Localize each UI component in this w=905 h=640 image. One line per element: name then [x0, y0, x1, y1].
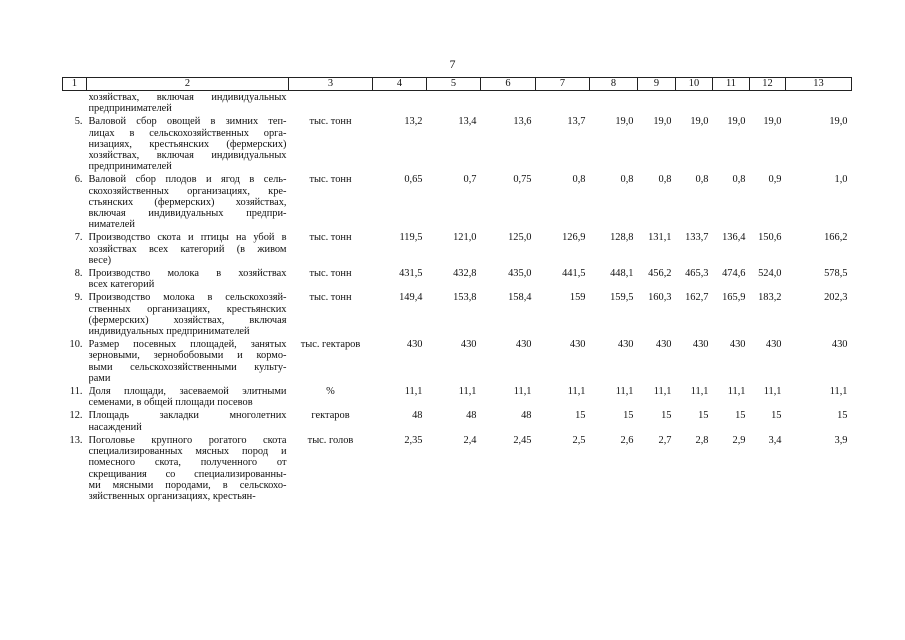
value-cell: 149,4 — [399, 292, 423, 304]
value-cell: 456,2 — [648, 268, 672, 280]
value-cell: 2,6 — [620, 434, 634, 446]
table-row — [63, 291, 852, 338]
unit-cell: тыс. тонн — [309, 268, 352, 280]
value-cell: 2,45 — [513, 434, 532, 446]
column-header-10: 10 — [676, 78, 713, 91]
value-cell: 474,6 — [722, 268, 746, 280]
value-cell: 160,3 — [648, 292, 672, 304]
unit-cell: тыс. тонн — [309, 116, 352, 128]
indicator-name-line: хозяйствах всех категорий (в живом — [88, 243, 287, 255]
value-cell: 431,5 — [399, 268, 423, 280]
column-header-13: 13 — [786, 78, 852, 91]
value-cell — [373, 91, 427, 116]
value-cell: 0,7 — [463, 174, 477, 186]
row-number: 11. — [69, 386, 83, 398]
table-row — [63, 231, 852, 267]
value-cell: 133,7 — [685, 232, 709, 244]
value-cell: 158,4 — [508, 292, 532, 304]
column-header-7: 7 — [536, 78, 590, 91]
indicator-name-line: включая индивидуальных предпри- — [88, 208, 287, 220]
value-cell: 159 — [569, 292, 586, 304]
column-header-4: 4 — [373, 78, 427, 91]
value-cell: 0,9 — [768, 174, 782, 186]
unit-cell: тыс. тонн — [309, 174, 352, 186]
indicator-name-line: Размер посевных площадей, занятых — [88, 339, 287, 351]
table-row — [63, 115, 852, 173]
value-cell — [590, 91, 638, 116]
indicator-name-line: специализированных мясных пород и — [88, 446, 287, 458]
table-body — [63, 91, 852, 504]
value-cell: 2,7 — [658, 434, 672, 446]
unit-cell: гектаров — [311, 410, 350, 422]
value-cell — [786, 91, 852, 116]
row-number — [63, 91, 87, 116]
value-cell — [750, 91, 786, 116]
value-cell: 430 — [655, 339, 672, 351]
value-cell: 2,5 — [572, 434, 586, 446]
indicator-name-line: рами — [88, 372, 111, 384]
indicator-name-line: семенами, в общей площади посевов — [88, 397, 253, 409]
unit-cell: % — [326, 386, 335, 398]
value-cell: 432,8 — [453, 268, 477, 280]
table-row — [63, 267, 852, 291]
indicator-name — [87, 434, 289, 503]
indicator-name-line: Производство молока в хозяйствах — [88, 268, 287, 280]
value-cell: 430 — [692, 339, 709, 351]
column-header-1: 1 — [63, 78, 87, 91]
value-cell: 0,75 — [513, 174, 532, 186]
value-cell: 15 — [735, 410, 746, 422]
value-cell: 2,8 — [695, 434, 709, 446]
value-cell: 15 — [661, 410, 672, 422]
value-cell: 13,7 — [567, 116, 586, 128]
indicator-name — [87, 409, 289, 433]
value-cell: 19,0 — [653, 116, 672, 128]
indicator-name-line: индивидуальных предпринимателей — [88, 326, 250, 338]
value-cell — [676, 91, 713, 116]
value-cell: 430 — [831, 339, 848, 351]
value-cell: 0,8 — [732, 174, 746, 186]
indicator-name-line: зяйственных организациях, крестьян- — [88, 490, 256, 502]
value-cell: 153,8 — [453, 292, 477, 304]
value-cell: 441,5 — [562, 268, 586, 280]
indicator-name-line: Поголовье крупного рогатого скота — [88, 434, 287, 446]
value-cell: 15 — [623, 410, 634, 422]
table-row — [63, 434, 852, 503]
indicator-name-line: Валовой сбор овощей в зимних теп- — [88, 116, 287, 128]
value-cell: 11,1 — [567, 386, 586, 398]
table-row — [63, 409, 852, 433]
value-cell: 15 — [837, 410, 848, 422]
value-cell: 13,6 — [513, 116, 532, 128]
value-cell: 150,6 — [758, 232, 782, 244]
value-cell: 430 — [617, 339, 634, 351]
value-cell: 0,8 — [620, 174, 634, 186]
unit-cell: тыс. тонн — [309, 292, 352, 304]
value-cell: 202,3 — [824, 292, 848, 304]
value-cell — [536, 91, 590, 116]
row-number: 7. — [74, 232, 83, 244]
indicator-name-line: Доля площади, засеваемой элитными — [88, 386, 287, 398]
table-row — [63, 91, 852, 116]
value-cell: 19,0 — [690, 116, 709, 128]
row-number: 9. — [74, 292, 83, 304]
indicator-name-line: хозяйствах, включая индивидуальных — [88, 150, 287, 162]
indicator-name — [87, 291, 289, 338]
value-cell: 128,8 — [610, 232, 634, 244]
indicator-name-line: зерновыми, зернобобовыми и кормо- — [88, 350, 287, 362]
indicator-name — [87, 267, 289, 291]
value-cell: 0,8 — [695, 174, 709, 186]
indicator-name-line: весе) — [88, 254, 112, 266]
value-cell: 0,8 — [658, 174, 672, 186]
value-cell: 48 — [466, 410, 477, 422]
value-cell: 2,35 — [404, 434, 423, 446]
value-cell: 3,9 — [834, 434, 848, 446]
value-cell: 11,1 — [763, 386, 782, 398]
indicator-name-line: лицах в сельскохозяйственных орга- — [88, 127, 287, 139]
value-cell: 48 — [521, 410, 532, 422]
indicator-name-line: скрещивания со специализированны- — [88, 468, 287, 480]
value-cell: 11,1 — [829, 386, 848, 398]
value-cell: 165,9 — [722, 292, 746, 304]
indicator-name-line: предпринимателей — [88, 103, 172, 115]
indicator-name-line: стьянских (фермерских) хозяйствах, — [88, 196, 287, 208]
value-cell: 136,4 — [722, 232, 746, 244]
row-number: 8. — [74, 268, 83, 280]
value-cell: 131,1 — [648, 232, 672, 244]
column-header-12: 12 — [750, 78, 786, 91]
indicator-name-line: низациях, крестьянских (фермерских) — [88, 138, 287, 150]
table-row — [63, 385, 852, 409]
unit-cell — [289, 91, 373, 116]
value-cell — [638, 91, 676, 116]
value-cell: 159,5 — [610, 292, 634, 304]
indicator-name-line: выми сельскохозяйственными культу- — [88, 361, 287, 373]
row-number: 6. — [74, 174, 83, 186]
indicator-name-line: Валовой сбор плодов и ягод в сель- — [88, 174, 287, 186]
value-cell — [427, 91, 481, 116]
value-cell: 19,0 — [829, 116, 848, 128]
value-cell: 2,9 — [732, 434, 746, 446]
value-cell: 126,9 — [562, 232, 586, 244]
value-cell: 119,5 — [399, 232, 423, 244]
value-cell: 430 — [765, 339, 782, 351]
indicator-name — [87, 173, 289, 231]
value-cell: 448,1 — [610, 268, 634, 280]
indicator-table — [62, 77, 852, 503]
indicator-name-line: помесного скота, полученного от — [88, 457, 287, 469]
value-cell: 125,0 — [508, 232, 532, 244]
column-header-11: 11 — [713, 78, 750, 91]
value-cell: 48 — [412, 410, 423, 422]
indicator-name-line: хозяйствах, включая индивидуальных — [88, 92, 287, 103]
value-cell: 11,1 — [690, 386, 709, 398]
row-number: 12. — [69, 410, 83, 422]
value-cell: 11,1 — [615, 386, 634, 398]
column-header-3: 3 — [289, 78, 373, 91]
row-number: 10. — [69, 339, 83, 351]
indicator-name-line: Площадь закладки многолетних — [88, 410, 287, 422]
page-number: 7 — [449, 57, 456, 71]
value-cell: 13,2 — [404, 116, 423, 128]
column-header-9: 9 — [638, 78, 676, 91]
column-header-6: 6 — [481, 78, 536, 91]
value-cell: 1,0 — [834, 174, 848, 186]
value-cell: 524,0 — [758, 268, 782, 280]
value-cell: 435,0 — [508, 268, 532, 280]
value-cell: 430 — [729, 339, 746, 351]
value-cell: 0,8 — [572, 174, 586, 186]
value-cell — [713, 91, 750, 116]
value-cell: 465,3 — [685, 268, 709, 280]
value-cell: 183,2 — [758, 292, 782, 304]
value-cell: 3,4 — [768, 434, 782, 446]
value-cell: 578,5 — [824, 268, 848, 280]
value-cell: 11,1 — [458, 386, 477, 398]
value-cell: 11,1 — [653, 386, 672, 398]
column-number-row — [63, 78, 852, 91]
indicator-name-line: ми мясными породами, в сельскохо- — [88, 479, 287, 491]
value-cell: 19,0 — [615, 116, 634, 128]
row-number: 5. — [74, 116, 83, 128]
value-cell — [481, 91, 536, 116]
value-cell: 121,0 — [453, 232, 477, 244]
indicator-name-line: скохозяйственных организациях, кре- — [88, 185, 287, 197]
table-row — [63, 173, 852, 231]
indicator-name-line: предпринимателей — [88, 161, 172, 173]
value-cell: 166,2 — [824, 232, 848, 244]
value-cell: 2,4 — [463, 434, 477, 446]
indicator-name-line: нимателей — [88, 219, 135, 231]
value-cell: 19,0 — [727, 116, 746, 128]
value-cell: 15 — [575, 410, 586, 422]
row-number: 13. — [69, 434, 83, 446]
indicator-name-line: насаждений — [88, 421, 142, 433]
unit-cell: тыс. тонн — [309, 232, 352, 244]
indicator-name-line: (фермерских) хозяйствах, включая — [88, 314, 287, 326]
indicator-name-line: всех категорий — [88, 279, 155, 291]
value-cell: 13,4 — [458, 116, 477, 128]
indicator-name — [87, 115, 289, 173]
value-cell: 162,7 — [685, 292, 709, 304]
unit-cell: тыс. гектаров — [300, 339, 361, 351]
indicator-name-line: Производство скота и птицы на убой в — [88, 232, 287, 244]
column-header-2: 2 — [87, 78, 289, 91]
value-cell: 430 — [406, 339, 423, 351]
value-cell: 11,1 — [404, 386, 423, 398]
value-cell: 430 — [460, 339, 477, 351]
value-cell: 11,1 — [513, 386, 532, 398]
unit-cell: тыс. голов — [307, 434, 354, 446]
indicator-name — [87, 91, 289, 116]
indicator-name-line: ственных организациях, крестьянских — [88, 303, 287, 315]
value-cell: 15 — [698, 410, 709, 422]
indicator-name — [87, 338, 289, 385]
indicator-name — [87, 385, 289, 409]
table-row — [63, 338, 852, 385]
value-cell: 19,0 — [763, 116, 782, 128]
value-cell: 0,65 — [404, 174, 423, 186]
value-cell: 11,1 — [727, 386, 746, 398]
indicator-name-line: Производство молока в сельскохозяй- — [88, 292, 287, 304]
value-cell: 15 — [771, 410, 782, 422]
column-header-8: 8 — [590, 78, 638, 91]
indicator-name — [87, 231, 289, 267]
column-header-5: 5 — [427, 78, 481, 91]
value-cell: 430 — [515, 339, 532, 351]
value-cell: 430 — [569, 339, 586, 351]
